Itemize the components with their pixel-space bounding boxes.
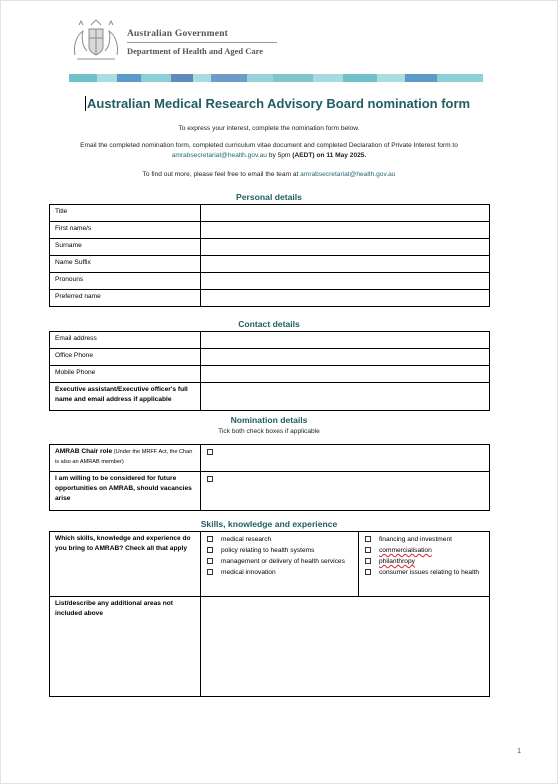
input-preferred-name[interactable] — [201, 290, 490, 307]
band-segment — [141, 74, 171, 82]
personal-details-table — [49, 204, 490, 307]
skills-heading: Skills, knowledge and experience — [200, 519, 338, 529]
intro-line-1: To express your interest, complete the nomination form below. — [178, 125, 360, 132]
nomination-details-heading: Nomination details — [230, 415, 308, 425]
band-segment — [273, 74, 313, 82]
checkbox-financing[interactable] — [365, 536, 371, 542]
header-color-band — [69, 74, 483, 82]
label-additional-areas: List/describe any additional areas not included above — [50, 597, 201, 697]
band-segment — [377, 74, 405, 82]
input-pronouns[interactable] — [201, 273, 490, 290]
input-office-phone[interactable] — [201, 349, 490, 366]
checkbox-consumer-issues[interactable] — [365, 569, 371, 575]
page-title: Australian Medical Research Advisory Board nomination form — [87, 96, 471, 111]
personal-details-heading: Personal details — [236, 192, 302, 202]
input-first-name[interactable] — [201, 222, 490, 239]
label-pronouns: Pronouns — [50, 273, 201, 290]
nomination-table — [49, 444, 490, 511]
intro-line-2: Email the completed nomination form, completed curriculum vitae document and completed Declaration of Private Interest form to amrabsecretariat@health.gov.au by 5pm (AEDT) on 11 May 2025. — [80, 142, 458, 159]
band-segment — [313, 74, 343, 82]
chair-role-checkbox[interactable] — [207, 449, 213, 455]
input-mobile-phone[interactable] — [201, 366, 490, 383]
coat-of-arms-icon — [69, 17, 123, 63]
nomination-subheading: Tick both check boxes if applicable — [218, 428, 320, 435]
input-title[interactable] — [201, 205, 490, 222]
label-chair-role: AMRAB Chair role (Under the MRFF Act, the Chair is also an AMRAB member) — [50, 445, 201, 472]
label-title: Title — [50, 205, 201, 222]
checkbox-philanthropy[interactable] — [365, 558, 371, 564]
band-segment — [405, 74, 437, 82]
band-segment — [343, 74, 377, 82]
band-segment — [211, 74, 247, 82]
input-additional-areas[interactable] — [201, 597, 490, 697]
input-executive-assistant[interactable] — [201, 383, 490, 411]
label-mobile-phone: Mobile Phone — [50, 366, 201, 383]
band-segment — [193, 74, 211, 82]
band-segment — [117, 74, 141, 82]
label-preferred-name: Preferred name — [50, 290, 201, 307]
label-office-phone: Office Phone — [50, 349, 201, 366]
gov-name: Australian Government — [127, 29, 229, 39]
contact-details-table — [49, 331, 490, 411]
input-surname[interactable] — [201, 239, 490, 256]
label-executive-assistant: Executive assistant/Executive officer's full name and email address if applicable — [50, 383, 201, 411]
checkbox-health-services[interactable] — [207, 558, 213, 564]
label-surname: Surname — [50, 239, 201, 256]
band-segment — [97, 74, 117, 82]
government-logo — [69, 17, 289, 65]
band-segment — [171, 74, 193, 82]
willing-future-checkbox[interactable] — [207, 476, 213, 482]
email-link-2[interactable]: amrabsecretariat@health.gov.au — [300, 171, 396, 178]
band-segment — [69, 74, 97, 82]
label-email: Email address — [50, 332, 201, 349]
intro-line-4: To find out more, please feel free to email the team at amrabsecretariat@health.gov.au — [142, 171, 396, 178]
department-name: Department of Health and Aged Care — [127, 46, 264, 56]
checkbox-medical-innovation[interactable] — [207, 569, 213, 575]
label-skills-question: Which skills, knowledge and experience do you bring to AMRAB? Check all that apply — [50, 532, 201, 597]
checkbox-health-policy[interactable] — [207, 547, 213, 553]
band-segment — [247, 74, 273, 82]
input-name-suffix[interactable] — [201, 256, 490, 273]
checkbox-medical-research[interactable] — [207, 536, 213, 542]
label-first-name: First name/s — [50, 222, 201, 239]
checkbox-commercialisation[interactable] — [365, 547, 371, 553]
skills-table: Which skills, knowledge and experience do you bring to AMRAB? Check all that apply medical research policy relating to health systems management or delivery of health services medical innovation financing and investment commercialisation philanthropy consumer issues relating to health List/describe any additional areas not included above — [49, 531, 490, 697]
label-willing-future: I am willing to be considered for future opportunities on AMRAB, should vacancies arise — [50, 472, 201, 511]
label-name-suffix: Name Suffix — [50, 256, 201, 273]
band-segment — [437, 74, 483, 82]
contact-details-heading: Contact details — [238, 319, 300, 329]
input-email[interactable] — [201, 332, 490, 349]
email-link[interactable]: amrabsecretariat@health.gov.au — [171, 152, 267, 159]
page-number: 1 — [517, 746, 522, 755]
